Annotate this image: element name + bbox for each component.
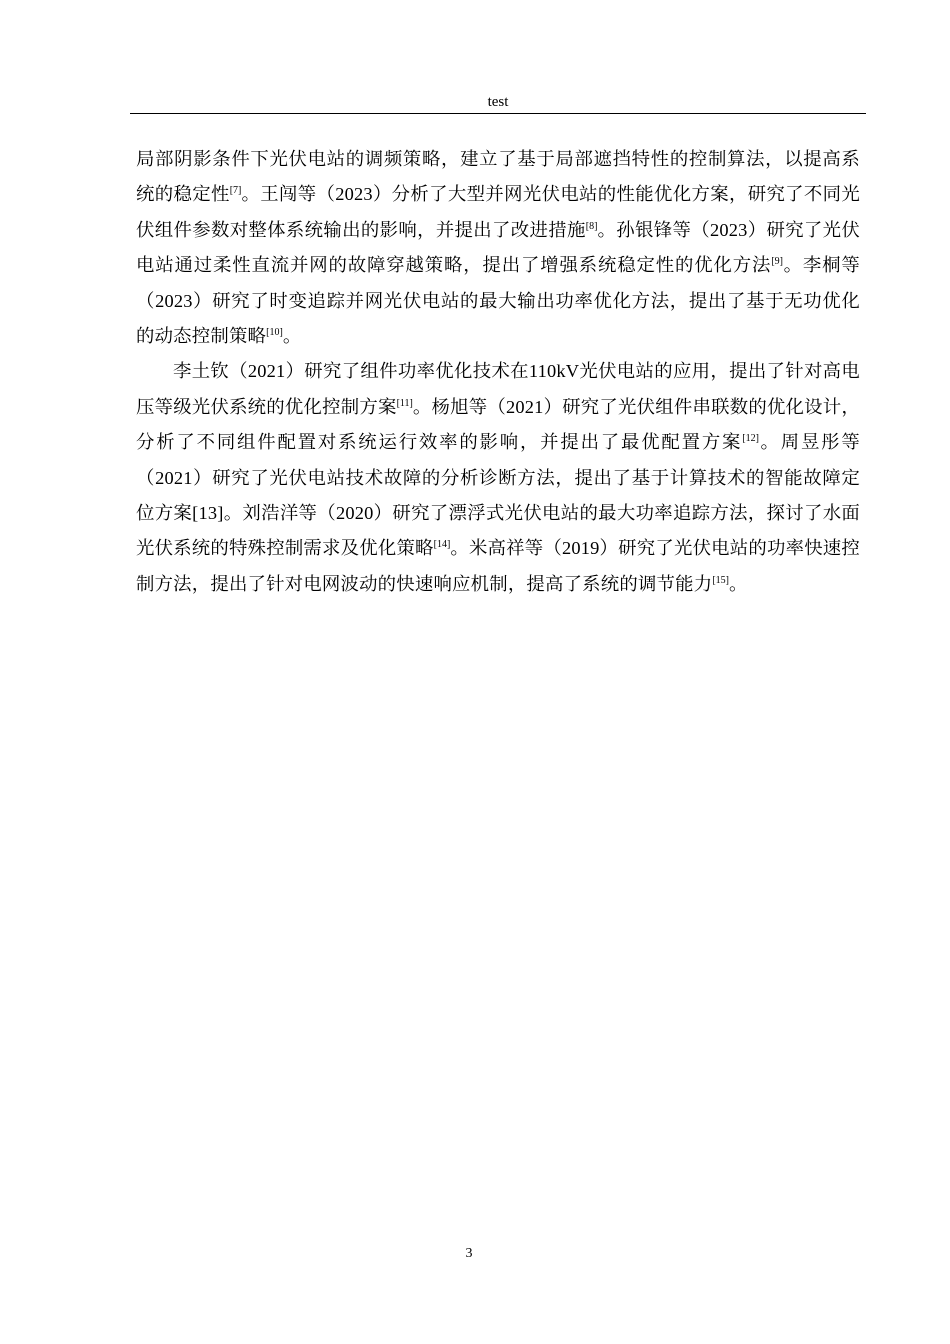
text-run: 。周昱彤等（2021）研究了光伏电站技术故障的分析诊断方法，提出了基于计算技术的智能故障定位方案[13]。刘浩洋等（2020）研究了漂浮式光伏电站的最大功率追踪方法，探讨了水面光伏系统的特殊控制需求及优化策略 (136, 432, 860, 559)
citation-ref: [14] (433, 539, 451, 551)
text-run: 。孙银锋等（2023）研究了光伏电站通过柔性直流并网的故障穿越策略，提出了增强系统稳定性的优化方法 (136, 219, 860, 276)
header-rule (130, 113, 866, 114)
citation-ref: [7] (229, 185, 242, 197)
text-run: 局部阴影条件下光伏电站的调频策略，建立了基于局部遮挡特性的控制算法，以提高系统的稳定性 (136, 149, 860, 205)
text-run: 李土钦（2021）研究了组件功率优化技术在110kV光伏电站的应用，提出了针对高电压等级光伏系统的优化控制方案 (136, 361, 860, 417)
page-header: test (487, 94, 509, 110)
citation-ref: [9] (771, 256, 783, 268)
text-run: 。杨旭等（2021）研究了光伏组件串联数的优化设计，分析了不同组件配置对系统运行效率的影响，并提出了最优配置方案 (136, 396, 860, 453)
citation-ref: [12] (742, 433, 759, 445)
text-run: 。 (728, 573, 748, 594)
citation-ref: [15] (712, 574, 729, 586)
text-run: 。 (282, 326, 302, 347)
text-run: 。米高祥等（2019）研究了光伏电站的功率快速控制方法，提出了针对电网波动的快速响应机制，提高了系统的调节能力 (136, 538, 860, 594)
text-run: 。王闯等（2023）分析了大型并网光伏电站的性能优化方案，研究了不同光伏组件参数对整体系统输出的影响，并提出了改进措施 (136, 184, 860, 240)
paragraph-1 (136, 142, 860, 354)
citation-ref: [10] (266, 327, 283, 339)
paragraph-2 (136, 354, 860, 602)
text-run: 。李桐等（2023）研究了时变追踪并网光伏电站的最大输出功率优化方法，提出了基于无功优化的动态控制策略 (136, 255, 860, 347)
document-body (136, 142, 860, 602)
page-number: 3 (465, 1246, 473, 1261)
citation-ref: [11] (396, 397, 413, 409)
citation-ref: [8] (585, 220, 598, 232)
